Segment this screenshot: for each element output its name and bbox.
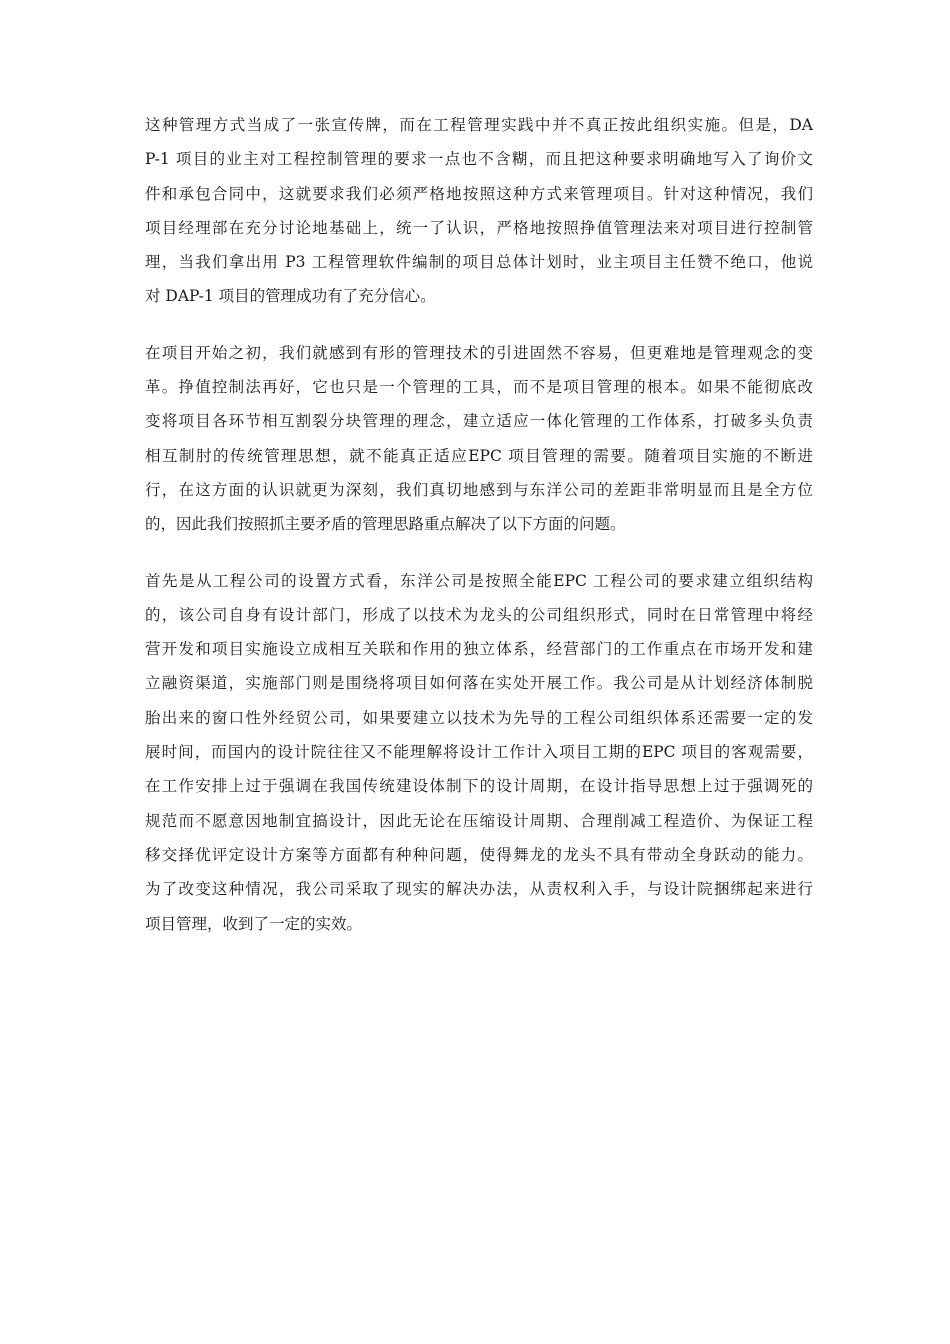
text-line: 在工作安排上过于强调在我国传统建设体制下的设计周期，在设计指导思想上过于强调死的 xyxy=(145,777,813,796)
paragraph-3 xyxy=(145,564,813,941)
text-line: 规范而不愿意因地制宜搞设计，因此无论在压缩设计周期、合理削减工程造价、为保证工程 xyxy=(145,811,813,830)
text-line: 胎出来的窗口性外经贸公司，如果要建立以技术为先导的工程公司组织体系还需要一定的发 xyxy=(145,708,813,727)
text-line: 革。挣值控制法再好，它也只是一个管理的工具，而不是项目管理的根本。如果不能彻底改 xyxy=(145,378,813,397)
paragraph-1 xyxy=(145,108,813,314)
text-line: 这种管理方式当成了一张宣传牌，而在工程管理实践中并不真正按此组织实施。但是，DA xyxy=(145,116,813,134)
text-line: 行，在这方面的认识就更为深刻，我们真切地感到与东洋公司的差距非常明显而且是全方位 xyxy=(145,480,813,499)
text-line: 相互制肘的传统管理思想，就不能真正适应EPC 项目管理的需要。随着项目实施的不断进 xyxy=(145,446,813,465)
text-line: 在项目开始之初，我们就感到有形的管理技术的引进固然不容易，但更难地是管理观念的变 xyxy=(145,343,813,362)
paragraph-2 xyxy=(145,336,813,542)
text-line: 为了改变这种情况，我公司采取了现实的解决办法，从责权利入手，与设计院捆绑起来进行 xyxy=(145,880,813,899)
text-line: 的，该公司自身有设计部门，形成了以技术为龙头的公司组织形式，同时在日常管理中将经 xyxy=(145,605,813,624)
text-line: 展时间，而国内的设计院往往又不能理解将设计工作计入项目工期的EPC 项目的客观需要， xyxy=(145,743,813,762)
text-line: 移交择优评定设计方案等方面都有种种问题，使得舞龙的龙头不具有带动全身跃动的能力。 xyxy=(145,845,813,864)
text-line: 理，当我们拿出用 P3 工程管理软件编制的项目总体计划时，业主项目主任赞不绝口，他说 xyxy=(145,253,813,272)
text-line: 营开发和项目实施设立成相互关联和作用的独立体系，经营部门的工作重点在市场开发和建 xyxy=(145,640,813,659)
text-line: 项目经理部在充分讨论地基础上，统一了认识，严格地按照挣值管理法来对项目进行控制管 xyxy=(145,218,813,237)
text-line: 首先是从工程公司的设置方式看，东洋公司是按照全能EPC 工程公司的要求建立组织结构 xyxy=(145,571,813,590)
text-line: 立融资渠道，实施部门则是围绕将项目如何落在实处开展工作。我公司是从计划经济体制脱 xyxy=(145,674,813,693)
text-line: 件和承包合同中，这就要求我们必须严格地按照这种方式来管理项目。针对这种情况，我们 xyxy=(145,184,813,203)
text-line: 对 DAP-1 项目的管理成功有了充分信心。 xyxy=(145,287,436,306)
text-line: 变将项目各环节相互割裂分块管理的理念，建立适应一体化管理的工作体系，打破多头负责 xyxy=(145,412,813,431)
text-line: 项目管理，收到了一定的实效。 xyxy=(145,914,363,933)
text-line: 的，因此我们按照抓主要矛盾的管理思路重点解决了以下方面的问题。 xyxy=(145,515,626,534)
document-body xyxy=(145,108,813,963)
text-line: P-1 项目的业主对工程控制管理的要求一点也不含糊，而且把这种要求明确地写入了询价文 xyxy=(145,150,813,169)
